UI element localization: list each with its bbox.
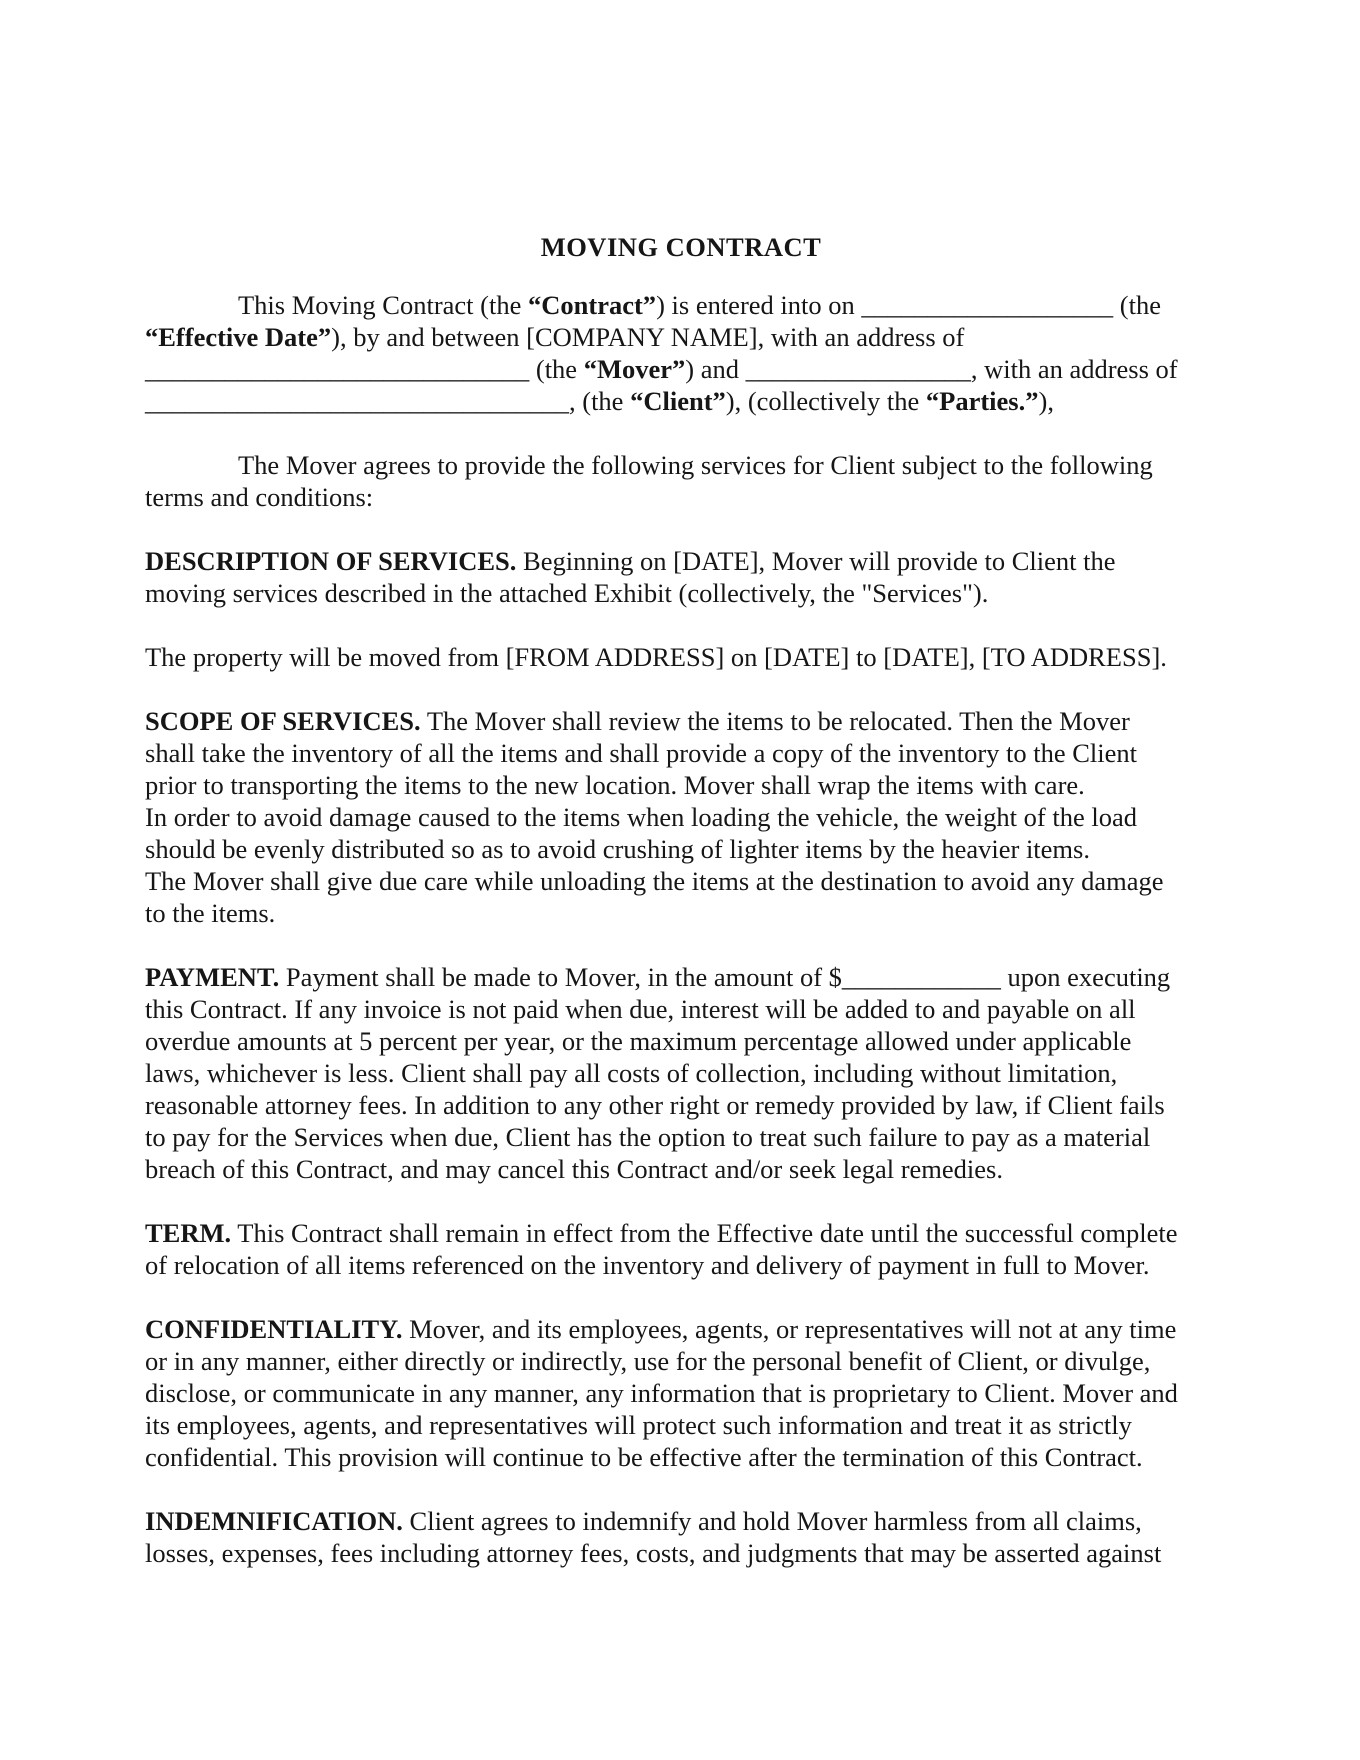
paragraph-line (145, 865, 1217, 897)
paragraph-line (145, 1025, 1217, 1057)
document-title: MOVING CONTRACT (540, 232, 822, 262)
text-run: disclose, or communicate in any manner, any information that is proprietary to Client. Mover and (145, 1378, 1178, 1408)
paragraph-line (145, 897, 1217, 929)
text-run: of relocation of all items referenced on the inventory and delivery of payment in full to Mover. (145, 1250, 1150, 1280)
paragraph-line (145, 1121, 1217, 1153)
paragraph-line (145, 1153, 1217, 1185)
paragraph-line (145, 1441, 1217, 1473)
paragraph-line (145, 801, 1217, 833)
bold-text-run: “Mover” (583, 354, 686, 384)
paragraph-line (145, 769, 1217, 801)
text-run: The property will be moved from [FROM ADDRESS] on [DATE] to [DATE], [TO ADDRESS]. (145, 642, 1167, 672)
paragraph-intro (145, 289, 1217, 417)
text-run: terms and conditions: (145, 482, 374, 512)
paragraph-line (145, 1409, 1217, 1441)
paragraph-line (145, 353, 1217, 385)
text-run: This Contract shall remain in effect from the Effective date until the successful complete (231, 1218, 1178, 1248)
text-run: confidential. This provision will continue to be effective after the termination of this Contract. (145, 1442, 1143, 1472)
text-run: losses, expenses, fees including attorney fees, costs, and judgments that may be asserted against (145, 1538, 1162, 1568)
paragraph-line (145, 1505, 1217, 1537)
paragraph-line (145, 641, 1217, 673)
paragraph-line (145, 993, 1217, 1025)
text-run: Mover, and its employees, agents, or representatives will not at any time (402, 1314, 1177, 1344)
paragraph-line (145, 705, 1217, 737)
paragraph-line (145, 1377, 1217, 1409)
text-run: prior to transporting the items to the new location. Mover shall wrap the items with care. (145, 770, 1085, 800)
text-run: to pay for the Services when due, Client has the option to treat such failure to pay as a material (145, 1122, 1151, 1152)
paragraph-line (145, 449, 1217, 481)
paragraph-line (145, 481, 1217, 513)
text-run: ________________________________, (the (145, 386, 631, 416)
paragraph-line (145, 961, 1217, 993)
paragraph-line (145, 1345, 1217, 1377)
text-run: laws, whichever is less. Client shall pay all costs of collection, including without limitation, (145, 1058, 1118, 1088)
paragraph-line (145, 1057, 1217, 1089)
text-run: In order to avoid damage caused to the items when loading the vehicle, the weight of the load (145, 802, 1137, 832)
bold-text-run: “Contract” (528, 290, 657, 320)
paragraph-line (145, 1217, 1217, 1249)
paragraph-line (145, 1313, 1217, 1345)
paragraph-line (145, 289, 1217, 321)
document-body (145, 289, 1217, 1569)
paragraph-line (145, 545, 1217, 577)
paragraph-line (145, 577, 1217, 609)
text-run: This Moving Contract (the (238, 290, 528, 320)
text-run: The Mover agrees to provide the following services for Client subject to the following (238, 450, 1153, 480)
paragraph-line (145, 321, 1217, 353)
paragraph-line (145, 737, 1217, 769)
bold-text-run: “Client” (630, 386, 726, 416)
bold-text-run: TERM. (145, 1218, 232, 1248)
document-content (145, 231, 1217, 1601)
text-run: The Mover shall give due care while unloading the items at the destination to avoid any damage (145, 866, 1164, 896)
paragraph-confidentiality (145, 1313, 1217, 1473)
text-run: this Contract. If any invoice is not paid when due, interest will be added to and payable on all (145, 994, 1136, 1024)
text-run: breach of this Contract, and may cancel this Contract and/or seek legal remedies. (145, 1154, 1003, 1184)
text-run: _____________________________ (the (145, 354, 584, 384)
text-run: shall take the inventory of all the items and shall provide a copy of the inventory to the Client (145, 738, 1138, 768)
bold-text-run: PAYMENT. (145, 962, 280, 992)
text-run: Beginning on [DATE], Mover will provide to Client the (516, 546, 1116, 576)
paragraph-line (145, 1537, 1217, 1569)
text-run: The Mover shall review the items to be relocated. Then the Mover (420, 706, 1130, 736)
bold-text-run: “Effective Date” (145, 322, 332, 352)
paragraph-indemnification (145, 1505, 1217, 1569)
text-run: its employees, agents, and representatives will protect such information and treat it as strictly (145, 1410, 1132, 1440)
text-run: ), (collectively the (725, 386, 926, 416)
paragraph-mover-agreement (145, 449, 1217, 513)
paragraph-scope-of-services (145, 705, 1217, 929)
text-run: Payment shall be made to Mover, in the amount of $____________ upon executing (279, 962, 1171, 992)
text-run: to the items. (145, 898, 276, 928)
text-run: or in any manner, either directly or indirectly, use for the personal benefit of Client, or divulge, (145, 1346, 1151, 1376)
paragraph-line (145, 833, 1217, 865)
bold-text-run: “Parties.” (925, 386, 1039, 416)
paragraph-term (145, 1217, 1217, 1281)
text-run: overdue amounts at 5 percent per year, or the maximum percentage allowed under applicable (145, 1026, 1132, 1056)
paragraph-payment (145, 961, 1217, 1185)
bold-text-run: INDEMNIFICATION. (145, 1506, 403, 1536)
bold-text-run: DESCRIPTION OF SERVICES. (145, 546, 517, 576)
paragraph-line (145, 1249, 1217, 1281)
paragraph-property-move (145, 641, 1217, 673)
text-run: ) and _________________, with an address of (685, 354, 1178, 384)
paragraph-line (145, 385, 1217, 417)
text-run: should be evenly distributed so as to avoid crushing of lighter items by the heavier items. (145, 834, 1090, 864)
text-run: ), by and between [COMPANY NAME], with an address of (331, 322, 965, 352)
text-run: reasonable attorney fees. In addition to any other right or remedy provided by law, if Client fails (145, 1090, 1165, 1120)
bold-text-run: SCOPE OF SERVICES. (145, 706, 421, 736)
text-run: Client agrees to indemnify and hold Mover harmless from all claims, (402, 1506, 1142, 1536)
bold-text-run: CONFIDENTIALITY. (145, 1314, 403, 1344)
text-run: moving services described in the attached Exhibit (collectively, the "Services"). (145, 578, 989, 608)
paragraph-line (145, 1089, 1217, 1121)
text-run: ), (1038, 386, 1054, 416)
text-run: ) is entered into on ___________________ (the (656, 290, 1161, 320)
paragraph-description-of-services (145, 545, 1217, 609)
